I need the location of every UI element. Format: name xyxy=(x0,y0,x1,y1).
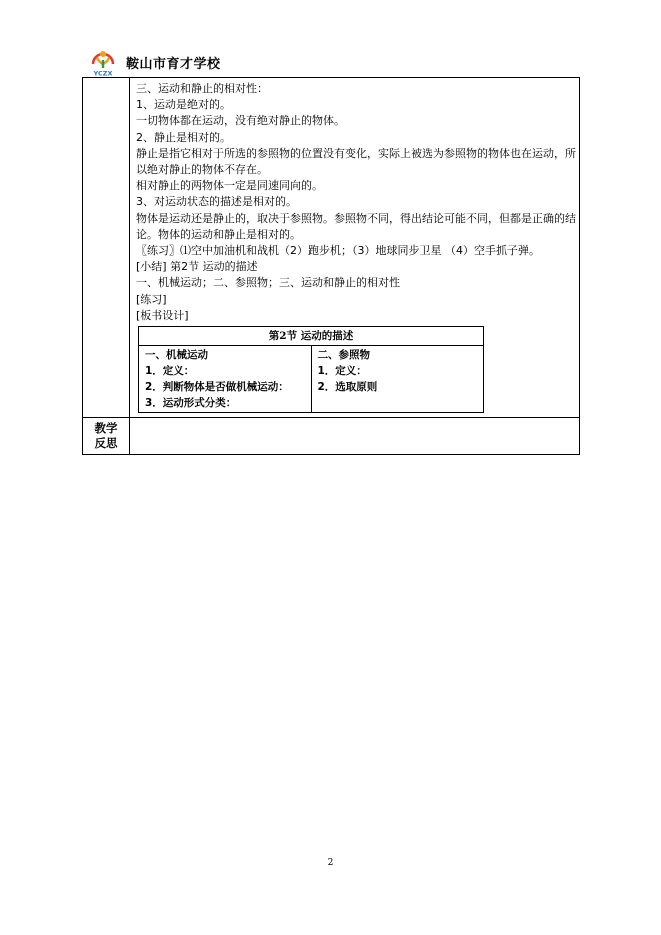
reflection-row xyxy=(83,418,580,455)
lesson-table xyxy=(82,77,580,455)
school-name: 鞍山市育才学校 xyxy=(126,56,221,72)
board-left-column xyxy=(139,346,312,413)
point-3: 3、对运动状态的描述是相对的。 xyxy=(136,195,297,209)
page-header xyxy=(88,47,221,77)
board-right-item: 1．定义： xyxy=(317,365,367,378)
section-heading: 三、运动和静止的相对性： xyxy=(136,82,268,95)
summary-text: 一、机械运动；二、参照物；三、运动和静止的相对性 xyxy=(136,276,400,290)
board-left-heading: 一、机械运动 xyxy=(145,349,208,362)
point-2-text: 静止是指它相对于所选的参照物的位置没有变化，实际上被选为参照物的物体也在运动，所以绝对静止的物体不存在。 xyxy=(136,146,576,177)
practice-label: [练习] xyxy=(136,292,167,306)
point-2: 2、静止是相对的。 xyxy=(136,130,231,144)
board-design-label: [板书设计] xyxy=(136,308,189,322)
content-cell xyxy=(130,78,580,418)
board-right-heading: 二、参照物 xyxy=(317,349,370,362)
exercise-line: 〖练习〗⑴空中加油机和战机（2）跑步机；（3）地球同步卫星 （4）空手抓子弹。 xyxy=(136,244,540,258)
point-3-text: 物体是运动还是静止的，取决于参照物。参照物不同，得出结论可能不同，但都是正确的结论。物体的运动和静止是相对的。 xyxy=(136,211,576,241)
board-right-item: 2．选取原则 xyxy=(317,381,378,394)
logo-head xyxy=(100,51,106,57)
summary-title: [小结] 第2节 运动的描述 xyxy=(136,260,258,274)
point-1-text: 一切物体都在运动，没有绝对静止的物体。 xyxy=(136,114,345,128)
board-title-row xyxy=(139,327,484,346)
reflection-label-line-2: 反思 xyxy=(94,436,118,451)
empty-label-cell xyxy=(83,78,130,418)
reflection-label-line-1: 教学 xyxy=(94,421,118,436)
board-body-row xyxy=(139,346,484,413)
board-title: 第2节 运动的描述 xyxy=(139,327,484,346)
logo-text: YCZX xyxy=(93,69,113,77)
board-design-table xyxy=(138,326,484,413)
point-2-note: 相对静止的两物体一定是同速同向的。 xyxy=(136,179,323,193)
reflection-content xyxy=(130,418,580,455)
point-1: 1、运动是绝对的。 xyxy=(136,98,231,112)
page-number: 2 xyxy=(327,858,334,868)
school-logo xyxy=(88,47,118,77)
board-left-item: 3．运动形式分类： xyxy=(145,397,237,410)
content-row xyxy=(83,78,580,418)
school-logo-icon xyxy=(88,47,118,77)
reflection-label xyxy=(83,418,130,455)
board-left-item: 1．定义： xyxy=(145,365,195,378)
board-left-item: 2．判断物体是否做机械运动： xyxy=(145,381,289,394)
board-right-column xyxy=(311,346,484,413)
